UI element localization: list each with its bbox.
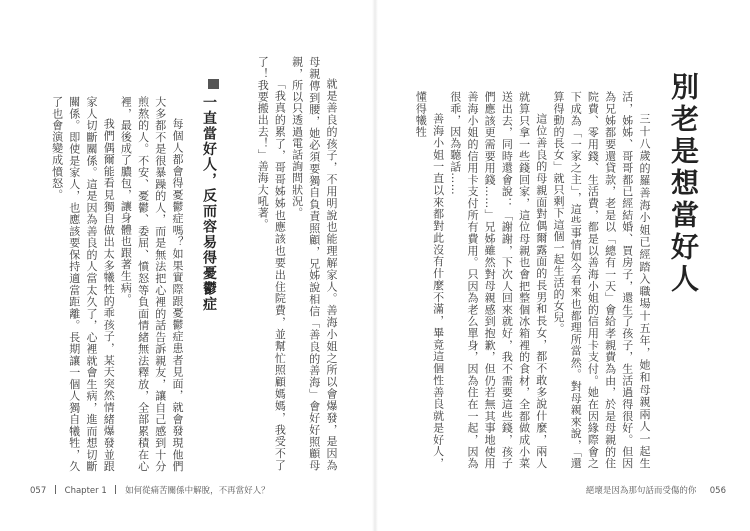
- left-page-body-bottom: [48, 96, 186, 472]
- footer-divider: [115, 485, 116, 494]
- left-paragraph: 每個人都會得憂鬱症嗎？如果實際跟憂鬱症患者見面，就會發現他們大多都不是很暴躁的人，而是無法把心裡的話告訴親友，讓自己感到十分煎熬的人。不安、憂鬱、委屈、憤怒等負面情緒無法釋放，全部累積在心裡，最後成了膿包，讓身體也跟著生病。: [119, 96, 184, 472]
- left-footer: [30, 484, 270, 517]
- left-paragraph: 我們偶爾能看見獨自做出太多犧牲的乖孩子，某天突然情緒爆發並跟家人切斷關係。這是因為善良的人當太久了，心裡就會生病，進而想切斷關係。即使是家人，也應該要保持適當距離。長期讓一個人獨自犧牲，久了也會演變成憤怒。: [50, 96, 116, 472]
- left-page-number: 057: [30, 486, 47, 496]
- right-running-title: 絕壞是因為那句話而受傷的你: [585, 486, 697, 496]
- chapter-running-title: 如何從痛苦關係中解脫，不再當好人？: [125, 486, 270, 496]
- section-heading: [199, 79, 219, 312]
- right-page-body: [400, 91, 653, 469]
- right-paragraph: 三十八歲的羅善海小姐已經踏入職場十五年，她和母親兩人一起生活，姊姊、哥哥都已經結婚、買房子，還生了孩子，生活過得很好。但因為兄姊都要還貸款，老是以「總有一天」會給孝親費為由，於是母親的住院費、零用錢、生活費，都是以善海小姐的信用卡支付。她在因緣際會之下成為「一家之主」，這些事情如今看來也都理所當然。對母親來說，「還算得動的長女」就只剩下這個一起生活的女兒。: [551, 91, 651, 469]
- right-paragraph: 善海小姐一直以來都對此沒有什麼不滿，畢竟這個性善良就是好人，懂得犧牲: [414, 91, 445, 469]
- left-paragraph: 「我真的累了，哥哥姊姊也應該也要出住院費，並幫忙照顧媽媽，我受不了了！我要搬出去！」善海大吼著。: [256, 56, 287, 471]
- chapter-label: Chapter 1: [64, 486, 107, 496]
- right-footer: [586, 484, 726, 517]
- left-paragraph: 就是善良的孩子，不用明說也能理解家人。善海小姐之所以會爆發，是因為母親傳到腰，她必須要獨自負責照顧，兄姊說相信「善良的善海」會好好照顧母親，所以只透過電話詢問狀況。: [290, 56, 338, 471]
- right-page-number: 056: [709, 486, 726, 496]
- chapter-title: 別老是想當好人: [667, 72, 700, 296]
- heading-marker: [208, 79, 219, 89]
- right-paragraph: 這位善良的母親面對偶爾露面的長男和長女，都不敢多說什麼，兩人就算只拿一些錢回家，這位母親也會把整個冰箱裡的食材，全都做成小菜送出去，同時還會說：「謝謝，下次人回來就好，我不需要這些錢，孩子們應該更需要用錢……」兄姊雖然對母親感到抱歉，但仍若無其事地使用善海小姐的信用卡支付所有費用。只因為老么單身，因為住在一起，因為很乖，因為聽話……: [448, 91, 548, 469]
- section-heading-text: 一直當好人，反而容易得憂鬱症: [201, 95, 217, 312]
- book-gutter: [372, 0, 378, 531]
- footer-divider: [55, 485, 56, 494]
- left-page-body-top: [218, 56, 340, 471]
